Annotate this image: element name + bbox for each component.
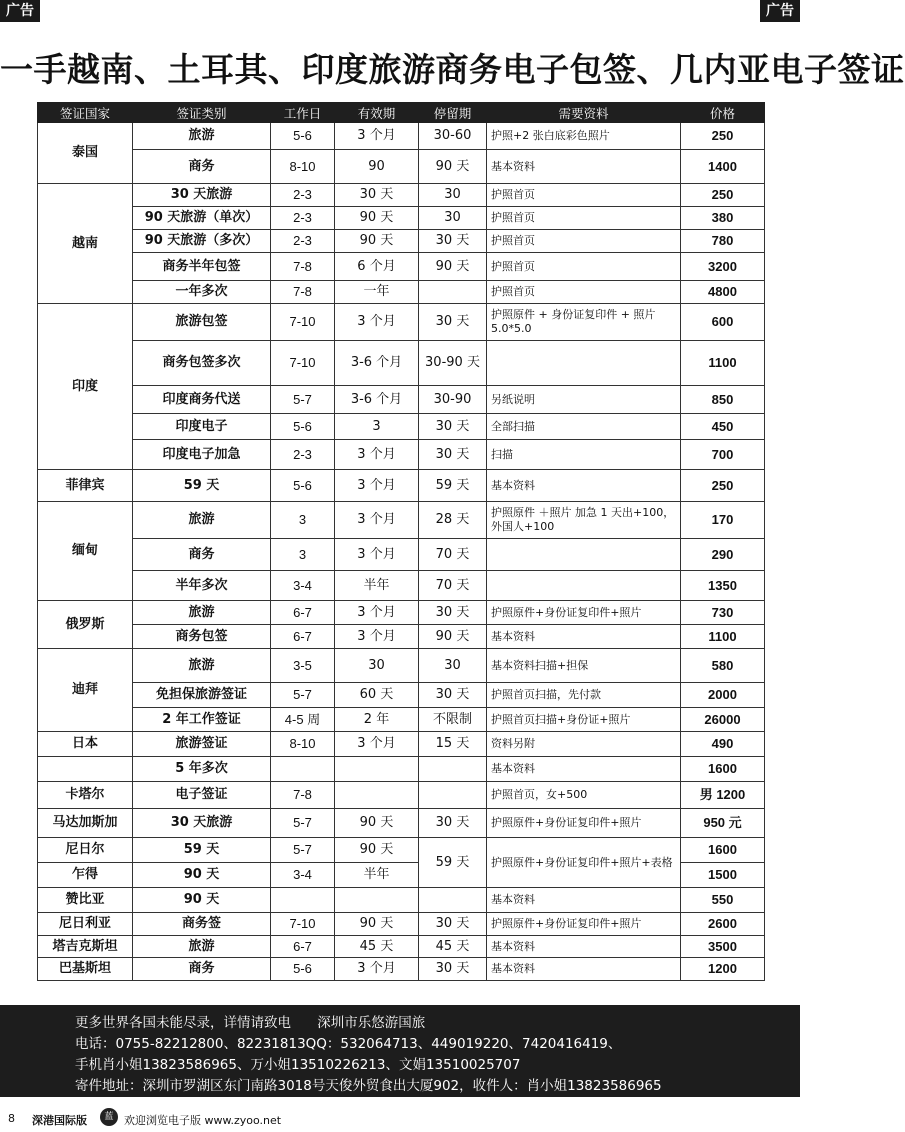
requirements-cell: 基本资料 [487, 150, 681, 184]
header-workdays: 工作日 [271, 103, 335, 123]
workdays-cell: 8-10 [271, 732, 335, 757]
requirements-cell: 护照首页，女+500 [487, 782, 681, 809]
visa-type-cell: 旅游 [133, 649, 271, 683]
table-row [38, 304, 765, 341]
header-validity: 有效期 [335, 103, 419, 123]
table-row [38, 150, 765, 184]
ad-label-left: 广告 [0, 0, 40, 22]
stay-cell: 70 天 [419, 571, 487, 601]
workdays-cell: 5-7 [271, 809, 335, 838]
price-cell: 950 元 [681, 809, 765, 838]
workdays-cell: 2-3 [271, 207, 335, 230]
country-cell: 泰国 [38, 123, 133, 184]
country-cell: 日本 [38, 732, 133, 757]
visa-type-cell: 旅游 [133, 601, 271, 625]
visa-type-cell: 旅游 [133, 936, 271, 958]
validity-cell: 3-6 个月 [335, 341, 419, 386]
requirements-cell [487, 571, 681, 601]
workdays-cell: 5-7 [271, 838, 335, 863]
requirements-cell: 护照+2 张白底彩色照片 [487, 123, 681, 150]
page-number: 8 [8, 1112, 15, 1125]
validity-cell: 6 个月 [335, 253, 419, 281]
price-cell: 3200 [681, 253, 765, 281]
table-row [38, 683, 765, 708]
price-cell: 850 [681, 386, 765, 414]
validity-cell: 3 个月 [335, 123, 419, 150]
price-cell: 250 [681, 123, 765, 150]
table-row [38, 757, 765, 782]
requirements-cell: 护照原件+身份证复印件+照片 [487, 809, 681, 838]
price-cell: 250 [681, 470, 765, 502]
validity-cell [335, 757, 419, 782]
requirements-cell: 基本资料 [487, 757, 681, 782]
workdays-cell: 7-10 [271, 341, 335, 386]
country-cell: 赞比亚 [38, 888, 133, 913]
stay-cell: 30 天 [419, 230, 487, 253]
workdays-cell: 6-7 [271, 625, 335, 649]
visa-type-cell: 90 天 [133, 863, 271, 888]
country-cell: 马达加斯加 [38, 809, 133, 838]
stay-cell: 28 天 [419, 502, 487, 539]
stay-cell: 45 天 [419, 936, 487, 958]
header-requirements: 需要资料 [487, 103, 681, 123]
visa-type-cell: 商务包签多次 [133, 341, 271, 386]
publication-logo-icon: 蓝 [100, 1108, 118, 1126]
country-cell: 卡塔尔 [38, 782, 133, 809]
requirements-cell: 护照首页 [487, 230, 681, 253]
stay-cell [419, 782, 487, 809]
table-row [38, 782, 765, 809]
visa-type-cell: 90 天旅游（多次） [133, 230, 271, 253]
requirements-cell: 扫描 [487, 440, 681, 470]
footer-line1 [75, 1011, 425, 1031]
validity-cell: 3 [335, 414, 419, 440]
validity-cell: 半年 [335, 863, 419, 888]
stay-cell: 90 天 [419, 625, 487, 649]
stay-cell: 30 天 [419, 913, 487, 936]
visa-type-cell: 59 天 [133, 470, 271, 502]
requirements-cell: 基本资料扫描+担保 [487, 649, 681, 683]
price-cell: 2000 [681, 683, 765, 708]
price-cell: 2600 [681, 913, 765, 936]
validity-cell: 60 天 [335, 683, 419, 708]
table-row [38, 184, 765, 207]
table-row [38, 386, 765, 414]
requirements-cell: 护照原件 ＋照片 加急 1 天出+100，外国人+100 [487, 502, 681, 539]
country-cell: 迪拜 [38, 649, 133, 732]
table-row [38, 440, 765, 470]
requirements-cell: 基本资料 [487, 470, 681, 502]
requirements-cell: 基本资料 [487, 888, 681, 913]
price-cell: 1100 [681, 625, 765, 649]
validity-cell [335, 888, 419, 913]
validity-cell: 90 天 [335, 230, 419, 253]
table-row [38, 341, 765, 386]
workdays-cell: 3-4 [271, 571, 335, 601]
stay-cell: 30 天 [419, 601, 487, 625]
country-cell: 乍得 [38, 863, 133, 888]
validity-cell: 3 个月 [335, 601, 419, 625]
validity-cell: 90 天 [335, 838, 419, 863]
stay-cell: 30-60 [419, 123, 487, 150]
price-cell: 4800 [681, 281, 765, 304]
requirements-cell: 资料另附 [487, 732, 681, 757]
stay-cell: 30 [419, 207, 487, 230]
workdays-cell: 3-5 [271, 649, 335, 683]
validity-cell: 3 个月 [335, 958, 419, 981]
workdays-cell: 8-10 [271, 150, 335, 184]
price-cell: 550 [681, 888, 765, 913]
visa-type-cell: 半年多次 [133, 571, 271, 601]
ad-label-right: 广告 [760, 0, 800, 22]
country-cell: 塔吉克斯坦 [38, 936, 133, 958]
country-cell: 巴基斯坦 [38, 958, 133, 981]
header-price: 价格 [681, 103, 765, 123]
table-row [38, 253, 765, 281]
country-cell: 尼日尔 [38, 838, 133, 863]
visa-type-cell: 旅游签证 [133, 732, 271, 757]
country-cell [38, 757, 133, 782]
visa-type-cell: 电子签证 [133, 782, 271, 809]
price-cell: 250 [681, 184, 765, 207]
stay-cell: 90 天 [419, 150, 487, 184]
stay-cell: 30 天 [419, 809, 487, 838]
visa-type-cell: 2 年工作签证 [133, 708, 271, 732]
workdays-cell: 5-6 [271, 470, 335, 502]
stay-cell: 30 天 [419, 304, 487, 341]
table-row [38, 502, 765, 539]
validity-cell: 2 年 [335, 708, 419, 732]
stay-cell: 90 天 [419, 253, 487, 281]
footer-more-text: 更多世界各国未能尽录，详情请致电 [75, 1015, 291, 1031]
header-type: 签证类别 [133, 103, 271, 123]
validity-cell: 3 个月 [335, 732, 419, 757]
price-cell: 700 [681, 440, 765, 470]
validity-cell: 30 天 [335, 184, 419, 207]
table-row [38, 414, 765, 440]
table-header-row [38, 103, 765, 123]
stay-cell [419, 888, 487, 913]
validity-cell: 3 个月 [335, 502, 419, 539]
stay-cell: 30 [419, 649, 487, 683]
requirements-cell: 护照首页 [487, 207, 681, 230]
requirements-cell: 护照原件 + 身份证复印件 + 照片 5.0*5.0 [487, 304, 681, 341]
requirements-cell: 基本资料 [487, 958, 681, 981]
price-cell: 490 [681, 732, 765, 757]
country-cell: 印度 [38, 304, 133, 470]
requirements-cell: 全部扫描 [487, 414, 681, 440]
workdays-cell: 5-6 [271, 414, 335, 440]
table-row [38, 936, 765, 958]
visa-type-cell: 商务 [133, 958, 271, 981]
workdays-cell: 7-8 [271, 281, 335, 304]
stay-cell: 30 天 [419, 958, 487, 981]
contact-footer [0, 1005, 800, 1097]
validity-cell: 30 [335, 649, 419, 683]
requirements-cell: 护照原件+身份证复印件+照片 [487, 601, 681, 625]
stay-cell [419, 281, 487, 304]
visa-type-cell: 5 年多次 [133, 757, 271, 782]
price-cell: 290 [681, 539, 765, 571]
price-cell: 26000 [681, 708, 765, 732]
requirements-cell: 护照原件+身份证复印件+照片+表格 [487, 838, 681, 888]
visa-type-cell: 印度电子加急 [133, 440, 271, 470]
page-title: 一手越南、土耳其、印度旅游商务电子包签、几内亚电子签证 [0, 50, 905, 89]
visa-type-cell: 30 天旅游 [133, 184, 271, 207]
requirements-cell: 基本资料 [487, 625, 681, 649]
table-row [38, 539, 765, 571]
validity-cell: 3 个月 [335, 470, 419, 502]
requirements-cell: 护照首页扫描，先付款 [487, 683, 681, 708]
visa-type-cell: 商务 [133, 150, 271, 184]
visa-type-cell: 90 天旅游（单次） [133, 207, 271, 230]
validity-cell: 一年 [335, 281, 419, 304]
price-cell: 1500 [681, 863, 765, 888]
stay-cell: 30 [419, 184, 487, 207]
visa-type-cell: 印度商务代送 [133, 386, 271, 414]
price-cell: 380 [681, 207, 765, 230]
visa-type-cell: 90 天 [133, 888, 271, 913]
price-cell: 600 [681, 304, 765, 341]
stay-cell: 30-90 天 [419, 341, 487, 386]
table-row [38, 207, 765, 230]
workdays-cell: 7-10 [271, 913, 335, 936]
table-row [38, 838, 765, 863]
price-cell: 男 1200 [681, 782, 765, 809]
visa-type-cell: 一年多次 [133, 281, 271, 304]
stay-cell: 15 天 [419, 732, 487, 757]
stay-cell: 59 天 [419, 470, 487, 502]
price-cell: 780 [681, 230, 765, 253]
visa-type-cell: 印度电子 [133, 414, 271, 440]
footer-mobile-line: 手机肖小姐13823586965、万小姐13510226213、文娟13510025707 [75, 1057, 521, 1073]
table-row [38, 708, 765, 732]
stay-cell: 30 天 [419, 414, 487, 440]
requirements-cell: 另纸说明 [487, 386, 681, 414]
table-row [38, 732, 765, 757]
workdays-cell: 5-7 [271, 683, 335, 708]
requirements-cell: 护照首页 [487, 184, 681, 207]
table-row [38, 281, 765, 304]
workdays-cell [271, 888, 335, 913]
validity-cell: 3 个月 [335, 539, 419, 571]
validity-cell: 3 个月 [335, 625, 419, 649]
validity-cell: 3 个月 [335, 304, 419, 341]
visa-price-table [37, 102, 765, 981]
stay-cell: 30 天 [419, 440, 487, 470]
validity-cell: 3 个月 [335, 440, 419, 470]
workdays-cell: 7-8 [271, 253, 335, 281]
workdays-cell: 7-8 [271, 782, 335, 809]
validity-cell: 半年 [335, 571, 419, 601]
workdays-cell: 3 [271, 539, 335, 571]
workdays-cell: 5-6 [271, 958, 335, 981]
price-cell: 1100 [681, 341, 765, 386]
table-row [38, 230, 765, 253]
price-cell: 1400 [681, 150, 765, 184]
header-country: 签证国家 [38, 103, 133, 123]
visa-type-cell: 商务包签 [133, 625, 271, 649]
workdays-cell: 3-4 [271, 863, 335, 888]
price-cell: 730 [681, 601, 765, 625]
table-row [38, 625, 765, 649]
validity-cell: 90 天 [335, 207, 419, 230]
workdays-cell [271, 757, 335, 782]
validity-cell [335, 782, 419, 809]
workdays-cell: 6-7 [271, 936, 335, 958]
workdays-cell: 2-3 [271, 230, 335, 253]
price-cell: 170 [681, 502, 765, 539]
workdays-cell: 4-5 周 [271, 708, 335, 732]
requirements-cell: 护照原件+身份证复印件+照片 [487, 913, 681, 936]
visa-type-cell: 免担保旅游签证 [133, 683, 271, 708]
visa-type-cell: 30 天旅游 [133, 809, 271, 838]
requirements-cell: 护照首页 [487, 281, 681, 304]
validity-cell: 90 天 [335, 809, 419, 838]
table-row [38, 958, 765, 981]
footer-address-line: 寄件地址：深圳市罗湖区东门南路3018号天俊外贸食出大厦902，收件人：肖小姐13823586965 [75, 1078, 662, 1094]
table-row [38, 649, 765, 683]
table-row [38, 571, 765, 601]
workdays-cell: 5-6 [271, 123, 335, 150]
requirements-cell: 基本资料 [487, 936, 681, 958]
price-cell: 3500 [681, 936, 765, 958]
requirements-cell: 护照首页 [487, 253, 681, 281]
stay-cell [419, 757, 487, 782]
site-link-text: 欢迎浏览电子版 www.zyoo.net [124, 1114, 282, 1127]
validity-cell: 90 天 [335, 913, 419, 936]
visa-type-cell: 59 天 [133, 838, 271, 863]
table-row [38, 913, 765, 936]
visa-type-cell: 旅游 [133, 123, 271, 150]
stay-cell: 30 天 [419, 683, 487, 708]
workdays-cell: 2-3 [271, 184, 335, 207]
stay-cell: 30-90 [419, 386, 487, 414]
requirements-cell [487, 539, 681, 571]
workdays-cell: 3 [271, 502, 335, 539]
workdays-cell: 2-3 [271, 440, 335, 470]
agency-name: 深圳市乐悠游国旅 [317, 1015, 426, 1031]
country-cell: 尼日利亚 [38, 913, 133, 936]
table-row [38, 470, 765, 502]
validity-cell: 3-6 个月 [335, 386, 419, 414]
visa-type-cell: 旅游包签 [133, 304, 271, 341]
page-bottom-bar [0, 1105, 800, 1132]
price-cell: 1350 [681, 571, 765, 601]
country-cell: 俄罗斯 [38, 601, 133, 649]
table-row [38, 601, 765, 625]
edition-label: 深港国际版 [32, 1114, 87, 1127]
validity-cell: 45 天 [335, 936, 419, 958]
requirements-cell: 护照首页扫描+身份证+照片 [487, 708, 681, 732]
stay-cell: 70 天 [419, 539, 487, 571]
country-cell: 缅甸 [38, 502, 133, 601]
visa-type-cell: 旅游 [133, 502, 271, 539]
table-row [38, 888, 765, 913]
workdays-cell: 7-10 [271, 304, 335, 341]
price-cell: 450 [681, 414, 765, 440]
workdays-cell: 6-7 [271, 601, 335, 625]
price-cell: 1600 [681, 757, 765, 782]
header-stay: 停留期 [419, 103, 487, 123]
stay-cell: 59 天 [419, 838, 487, 888]
validity-cell: 90 [335, 150, 419, 184]
requirements-cell [487, 341, 681, 386]
footer-phone-line: 电话：0755-82212800、82231813QQ：532064713、449019220、7420416419、 [75, 1036, 622, 1052]
country-cell: 菲律宾 [38, 470, 133, 502]
table-row [38, 809, 765, 838]
stay-cell: 不限制 [419, 708, 487, 732]
visa-type-cell: 商务 [133, 539, 271, 571]
price-cell: 580 [681, 649, 765, 683]
price-cell: 1600 [681, 838, 765, 863]
visa-type-cell: 商务签 [133, 913, 271, 936]
workdays-cell: 5-7 [271, 386, 335, 414]
price-cell: 1200 [681, 958, 765, 981]
visa-type-cell: 商务半年包签 [133, 253, 271, 281]
country-cell: 越南 [38, 184, 133, 304]
table-row [38, 123, 765, 150]
